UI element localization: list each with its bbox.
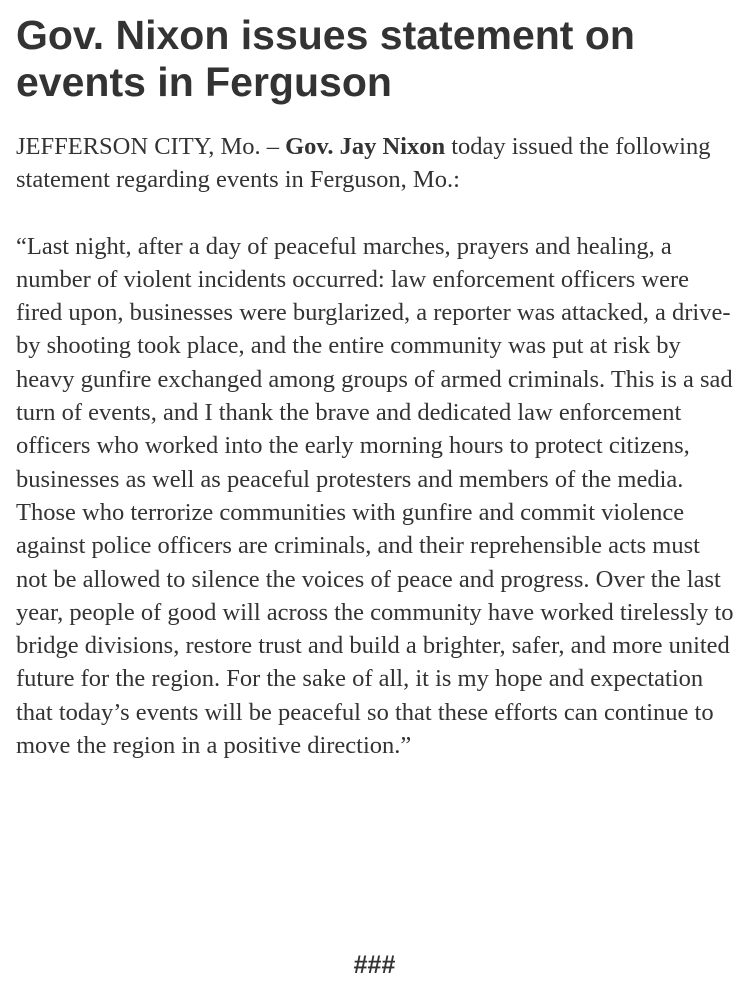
- end-of-release-mark: ###: [353, 951, 396, 979]
- page-title: Gov. Nixon issues statement on events in Ferguson: [16, 12, 635, 105]
- speaker-name: Gov. Jay Nixon: [285, 133, 446, 160]
- lede-paragraph: [16, 130, 734, 197]
- statement-paragraph: “Last night, after a day of peaceful marches, prayers and healing, a number of violent incidents occurred: law enforcement officers were fired upon, businesses were burglarized, a reporter was attacked, a drive-by shooting took place, and the entire community was put at risk by heavy gunfire exchanged among groups of armed criminals. This is a sad turn of events, and I thank the brave and dedicated law enforcement officers who worked into the early morning hours to protect citizens, businesses as well as peaceful protesters and members of the media. Those who terrorize communities with gunfire and commit violence against police officers are criminals, and their reprehensible acts must not be allowed to silence the voices of peace and progress. Over the last year, people of good will across the community have worked tirelessly to bridge divisions, restore trust and build a brighter, safer, and more united future for the region. For the sake of all, it is my hope and expectation that today’s events will be peaceful so that these efforts can continue to move the region in a positive direction.”: [16, 232, 734, 760]
- dateline: JEFFERSON CITY, Mo. –: [16, 133, 286, 160]
- lede-text: today issued the following statement regarding events in Ferguson, Mo.:: [16, 133, 711, 194]
- article: [16, 0, 734, 762]
